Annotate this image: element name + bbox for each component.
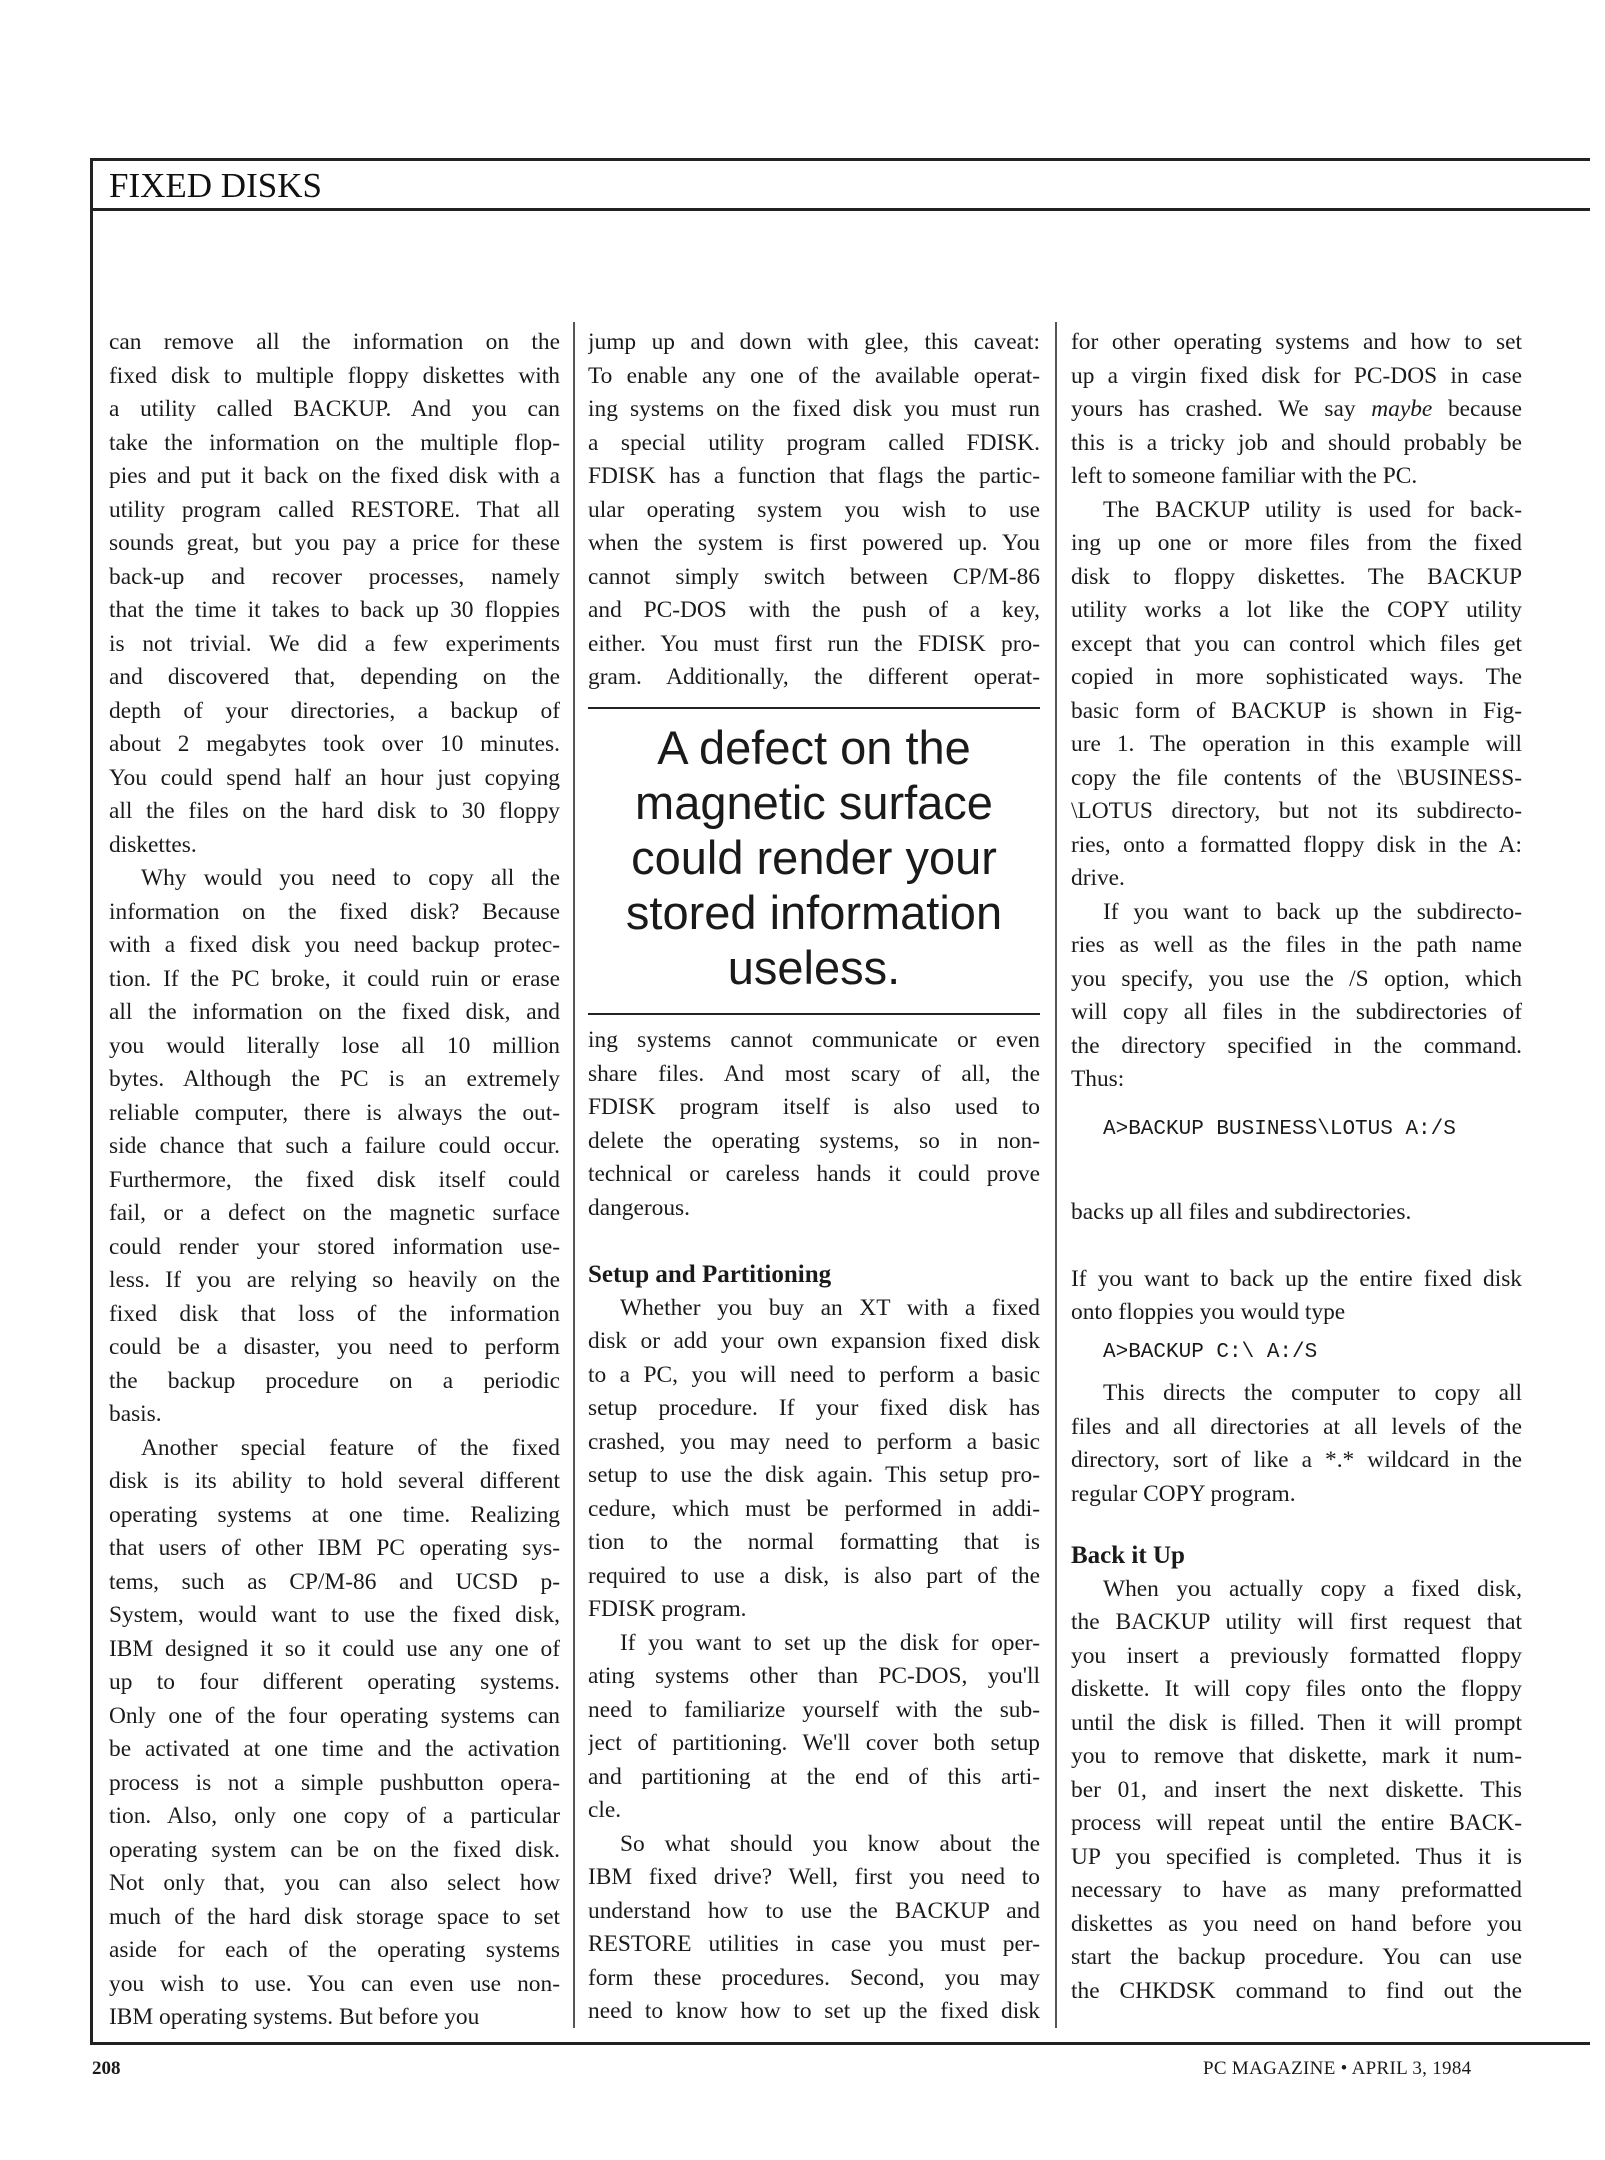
- text-line: fail, or a defect on the magnetic surface: [109, 1200, 560, 1226]
- text-line: the BACKUP utility will first request that: [1071, 1609, 1522, 1635]
- text-line: less. If you are relying so heavily on the: [109, 1267, 560, 1293]
- text-line: understand how to use the BACKUP and: [588, 1897, 1040, 1924]
- text-line: can remove all the information on the: [109, 329, 560, 355]
- text-line: To enable any one of the available operat-: [588, 362, 1040, 389]
- text-line: until the disk is filled. Then it will prompt: [1071, 1709, 1522, 1736]
- pull-quote-line: magnetic surface: [635, 776, 993, 829]
- text-line: except that you can control which files get: [1071, 630, 1522, 657]
- text-line: start the backup procedure. You can use: [1071, 1944, 1522, 1970]
- text-line: Thus:: [1071, 1066, 1125, 1092]
- text-line: System, would want to use the fixed disk,: [109, 1602, 560, 1628]
- page-number: 208: [92, 2058, 121, 2079]
- text-line: side chance that such a failure could occur.: [109, 1133, 560, 1159]
- text-line: drive.: [1071, 865, 1125, 891]
- text-line: crashed, you may need to perform a basic: [588, 1428, 1040, 1455]
- code-backup-business-lotus: A>BACKUP BUSINESS\LOTUS A:/S: [1103, 1117, 1456, 1141]
- text-line: Another special feature of the fixed: [141, 1434, 560, 1461]
- text-line: ber 01, and insert the next diskette. This: [1071, 1776, 1522, 1803]
- text-line: yours has crashed. We say maybe because: [1071, 396, 1522, 422]
- text-line: aside for each of the operating systems: [109, 1937, 560, 1963]
- section-title: FIXED DISKS: [109, 166, 322, 205]
- text-line: delete the operating systems, so in non-: [588, 1127, 1040, 1154]
- text-line: fixed disk to multiple floppy diskettes with: [109, 362, 560, 389]
- text-line: ing systems cannot communicate or even: [588, 1027, 1040, 1053]
- text-line: UP you specified is completed. Thus it is: [1071, 1843, 1522, 1870]
- text-line: form these procedures. Second, you may: [588, 1964, 1040, 1991]
- right-text-backs-up: backs up all files and subdirectories.: [1071, 1199, 1412, 1225]
- text-line: disk is its ability to hold several different: [109, 1468, 560, 1494]
- text-line: to a PC, you will need to perform a basic: [588, 1361, 1040, 1388]
- text-line: So what should you know about the: [620, 1830, 1040, 1857]
- text-line: Why would you need to copy all the: [141, 865, 560, 891]
- text-line: could render your stored information use-: [109, 1233, 560, 1260]
- text-line: reliable computer, there is always the out-: [109, 1099, 560, 1126]
- text-line: operating systems at one time. Realizing: [109, 1501, 560, 1528]
- text-line: copied in more sophisticated ways. The: [1071, 664, 1522, 690]
- text-line: copy the file contents of the \BUSINESS-: [1071, 764, 1522, 791]
- text-line: that users of other IBM PC operating sys-: [109, 1535, 560, 1561]
- header-top-rule: [90, 158, 1590, 161]
- text-line: cannot simply switch between CP/M-86: [588, 563, 1040, 590]
- text-line: ries as well as the files in the path name: [1071, 932, 1522, 958]
- text-line: up a virgin fixed disk for PC-DOS in case: [1071, 362, 1522, 389]
- text-line: all the files on the hard disk to 30 floppy: [109, 798, 560, 824]
- text-line: when the system is first powered up. You: [588, 530, 1040, 556]
- text-line: necessary to have as many preformatted: [1071, 1877, 1522, 1903]
- text-line: Only one of the four operating systems can: [109, 1702, 560, 1729]
- text-line: a utility called BACKUP. And you can: [109, 396, 560, 422]
- text-line: take the information on the multiple flop-: [109, 429, 560, 456]
- column-divider-1: [573, 322, 575, 2028]
- text-line: will copy all files in the subdirectories of: [1071, 999, 1522, 1025]
- text-line: IBM fixed drive? Well, first you need to: [588, 1864, 1040, 1890]
- italic-emphasis: maybe: [1371, 396, 1433, 422]
- header-bottom-rule: [90, 208, 1590, 211]
- text-line: need to know how to set up the fixed disk: [588, 1998, 1040, 2024]
- text-line: ing systems on the fixed disk you must run: [588, 396, 1040, 422]
- text-line: pies and put it back on the fixed disk with a: [109, 463, 560, 489]
- text-line: utility program called RESTORE. That all: [109, 496, 560, 523]
- text-line: cle.: [588, 1797, 622, 1823]
- text-line: be activated at one time and the activation: [109, 1736, 560, 1762]
- column-divider-2: [1055, 322, 1057, 2028]
- pull-quote: [588, 707, 1040, 1015]
- text-line: the directory specified in the command.: [1071, 1032, 1522, 1059]
- text-line: technical or careless hands it could prove: [588, 1161, 1040, 1187]
- text-line: IBM designed it so it could use any one of: [109, 1635, 560, 1662]
- text-line: and partitioning at the end of this arti-: [588, 1763, 1040, 1790]
- text-line: FDISK program.: [588, 1596, 747, 1622]
- text-line: that the time it takes to back up 30 floppies: [109, 597, 560, 623]
- text-line: information on the fixed disk? Because: [109, 898, 560, 925]
- text-line: If you want to back up the entire fixed disk: [1071, 1265, 1522, 1292]
- text-line: diskette. It will copy files onto the floppy: [1071, 1676, 1522, 1702]
- text-line: the backup procedure on a periodic: [109, 1367, 560, 1394]
- text-line: gram. Additionally, the different operat-: [588, 664, 1040, 690]
- text-line: up to four different operating systems.: [109, 1669, 560, 1695]
- text-line: process is not a simple pushbutton opera-: [109, 1769, 560, 1796]
- text-line: ating systems other than PC-DOS, you'll: [588, 1663, 1040, 1689]
- footer-rule: [90, 2042, 1590, 2045]
- text-line: is not trivial. We did a few experiments: [109, 630, 560, 657]
- text-line: diskettes.: [109, 831, 197, 858]
- text-line: This directs the computer to copy all: [1103, 1380, 1522, 1406]
- subhead-back-it-up: Back it Up: [1071, 1542, 1185, 1569]
- text-line: jump up and down with glee, this caveat:: [588, 329, 1040, 355]
- text-line: ular operating system you wish to use: [588, 496, 1040, 523]
- text-line: ing up one or more files from the fixed: [1071, 530, 1522, 556]
- text-line: directory, sort of like a *.* wildcard in the: [1071, 1447, 1522, 1473]
- text-line: Furthermore, the fixed disk itself could: [109, 1166, 560, 1193]
- text-line: FDISK program itself is also used to: [588, 1094, 1040, 1120]
- text-line: required to use a disk, is also part of the: [588, 1562, 1040, 1589]
- text-line: you to remove that diskette, mark it num-: [1071, 1743, 1522, 1769]
- text-line: about 2 megabytes took over 10 minutes.: [109, 731, 560, 757]
- text-line: all the information on the fixed disk, and: [109, 999, 560, 1025]
- text-line: ure 1. The operation in this example will: [1071, 731, 1522, 757]
- text-line: for other operating systems and how to set: [1071, 329, 1522, 355]
- text-line: basic form of BACKUP is shown in Fig-: [1071, 697, 1522, 724]
- text-line: could be a disaster, you need to perform: [109, 1334, 560, 1360]
- text-line: much of the hard disk storage space to set: [109, 1903, 560, 1930]
- text-line: tion. Also, only one copy of a particular: [109, 1803, 560, 1829]
- text-line: left to someone familiar with the PC.: [1071, 463, 1418, 489]
- article-column-right: [1071, 326, 1522, 2008]
- text-line: The BACKUP utility is used for back-: [1103, 496, 1522, 523]
- text-line: tion to the normal formatting that is: [588, 1529, 1040, 1555]
- text-line: tion. If the PC broke, it could ruin or erase: [109, 965, 560, 992]
- text-line: You could spend half an hour just copying: [109, 764, 560, 791]
- text-line: disk or add your own expansion fixed disk: [588, 1328, 1040, 1354]
- text-line: cedure, which must be performed in addi-: [588, 1495, 1040, 1522]
- text-line: utility works a lot like the COPY utility: [1071, 597, 1522, 623]
- text-line: If you want to back up the subdirecto-: [1103, 898, 1522, 925]
- code-backup-c-root: A>BACKUP C:\ A:/S: [1103, 1340, 1318, 1364]
- text-line: IBM operating systems. But before you: [109, 2004, 480, 2030]
- text-line: and discovered that, depending on the: [109, 664, 560, 690]
- text-line: setup procedure. If your fixed disk has: [588, 1395, 1040, 1421]
- text-line: disk to floppy diskettes. The BACKUP: [1071, 563, 1522, 590]
- text-line: you would literally lose all 10 million: [109, 1032, 560, 1059]
- text-line: process will repeat until the entire BACK-: [1071, 1810, 1522, 1836]
- text-line: diskettes as you need on hand before you: [1071, 1910, 1522, 1937]
- text-line: sounds great, but you pay a price for these: [109, 530, 560, 556]
- text-line: \LOTUS directory, but not its subdirecto-: [1071, 798, 1522, 824]
- text-line: depth of your directories, a backup of: [109, 697, 560, 724]
- text-line: need to familiarize yourself with the sub-: [588, 1696, 1040, 1723]
- article-column-middle-top: [588, 326, 1040, 695]
- text-line: fixed disk that loss of the information: [109, 1300, 560, 1327]
- text-line: basis.: [109, 1401, 162, 1427]
- text-line: you specify, you use the /S option, which: [1071, 965, 1522, 992]
- text-line: share files. And most scary of all, the: [588, 1060, 1040, 1087]
- text-line: Not only that, you can also select how: [109, 1870, 560, 1896]
- text-line: either. You must first run the FDISK pro-: [588, 630, 1040, 657]
- text-line: with a fixed disk you need backup protec-: [109, 932, 560, 958]
- text-line: RESTORE utilities in case you must per-: [588, 1931, 1040, 1957]
- text-line: FDISK has a function that flags the partic-: [588, 463, 1040, 489]
- text-line: bytes. Although the PC is an extremely: [109, 1066, 560, 1092]
- text-line: and PC-DOS with the push of a key,: [588, 597, 1040, 623]
- text-line: If you want to set up the disk for oper-: [620, 1629, 1040, 1656]
- text-line: tems, such as CP/M-86 and UCSD p-: [109, 1568, 560, 1595]
- publication-credit: PC MAGAZINE • APRIL 3, 1984: [1203, 2058, 1472, 2079]
- text-line: Whether you buy an XT with a fixed: [620, 1294, 1040, 1321]
- text-line: the CHKDSK command to find out the: [1071, 1977, 1522, 2004]
- text-line: regular COPY program.: [1071, 1480, 1296, 1507]
- pull-quote-line: could render your: [631, 831, 997, 884]
- text-line: ject of partitioning. We'll cover both setup: [588, 1730, 1040, 1756]
- text-line: onto floppies you would type: [1071, 1299, 1346, 1325]
- text-line: When you actually copy a fixed disk,: [1103, 1575, 1522, 1602]
- text-line: back-up and recover processes, namely: [109, 563, 560, 590]
- pull-quote-line: useless.: [727, 941, 901, 994]
- article-column-middle-bottom: [588, 1024, 1040, 2029]
- text-line: this is a tricky job and should probably be: [1071, 429, 1522, 456]
- text-line: operating system can be on the fixed disk.: [109, 1836, 560, 1863]
- text-line: setup to use the disk again. This setup pro-: [588, 1462, 1040, 1488]
- text-line: ries, onto a formatted floppy disk in the A:: [1071, 831, 1522, 858]
- article-column-left: [109, 326, 560, 2035]
- pull-quote-line: A defect on the: [657, 721, 971, 774]
- text-line: you insert a previously formatted floppy: [1071, 1642, 1522, 1669]
- text-line: dangerous.: [588, 1194, 690, 1221]
- text-line: files and all directories at all levels of the: [1071, 1413, 1522, 1440]
- pull-quote-line: stored information: [625, 886, 1003, 939]
- text-line: a special utility program called FDISK.: [588, 429, 1040, 456]
- text-line: you wish to use. You can even use non-: [109, 1970, 560, 1997]
- subhead-setup-partitioning: Setup and Partitioning: [588, 1261, 832, 1288]
